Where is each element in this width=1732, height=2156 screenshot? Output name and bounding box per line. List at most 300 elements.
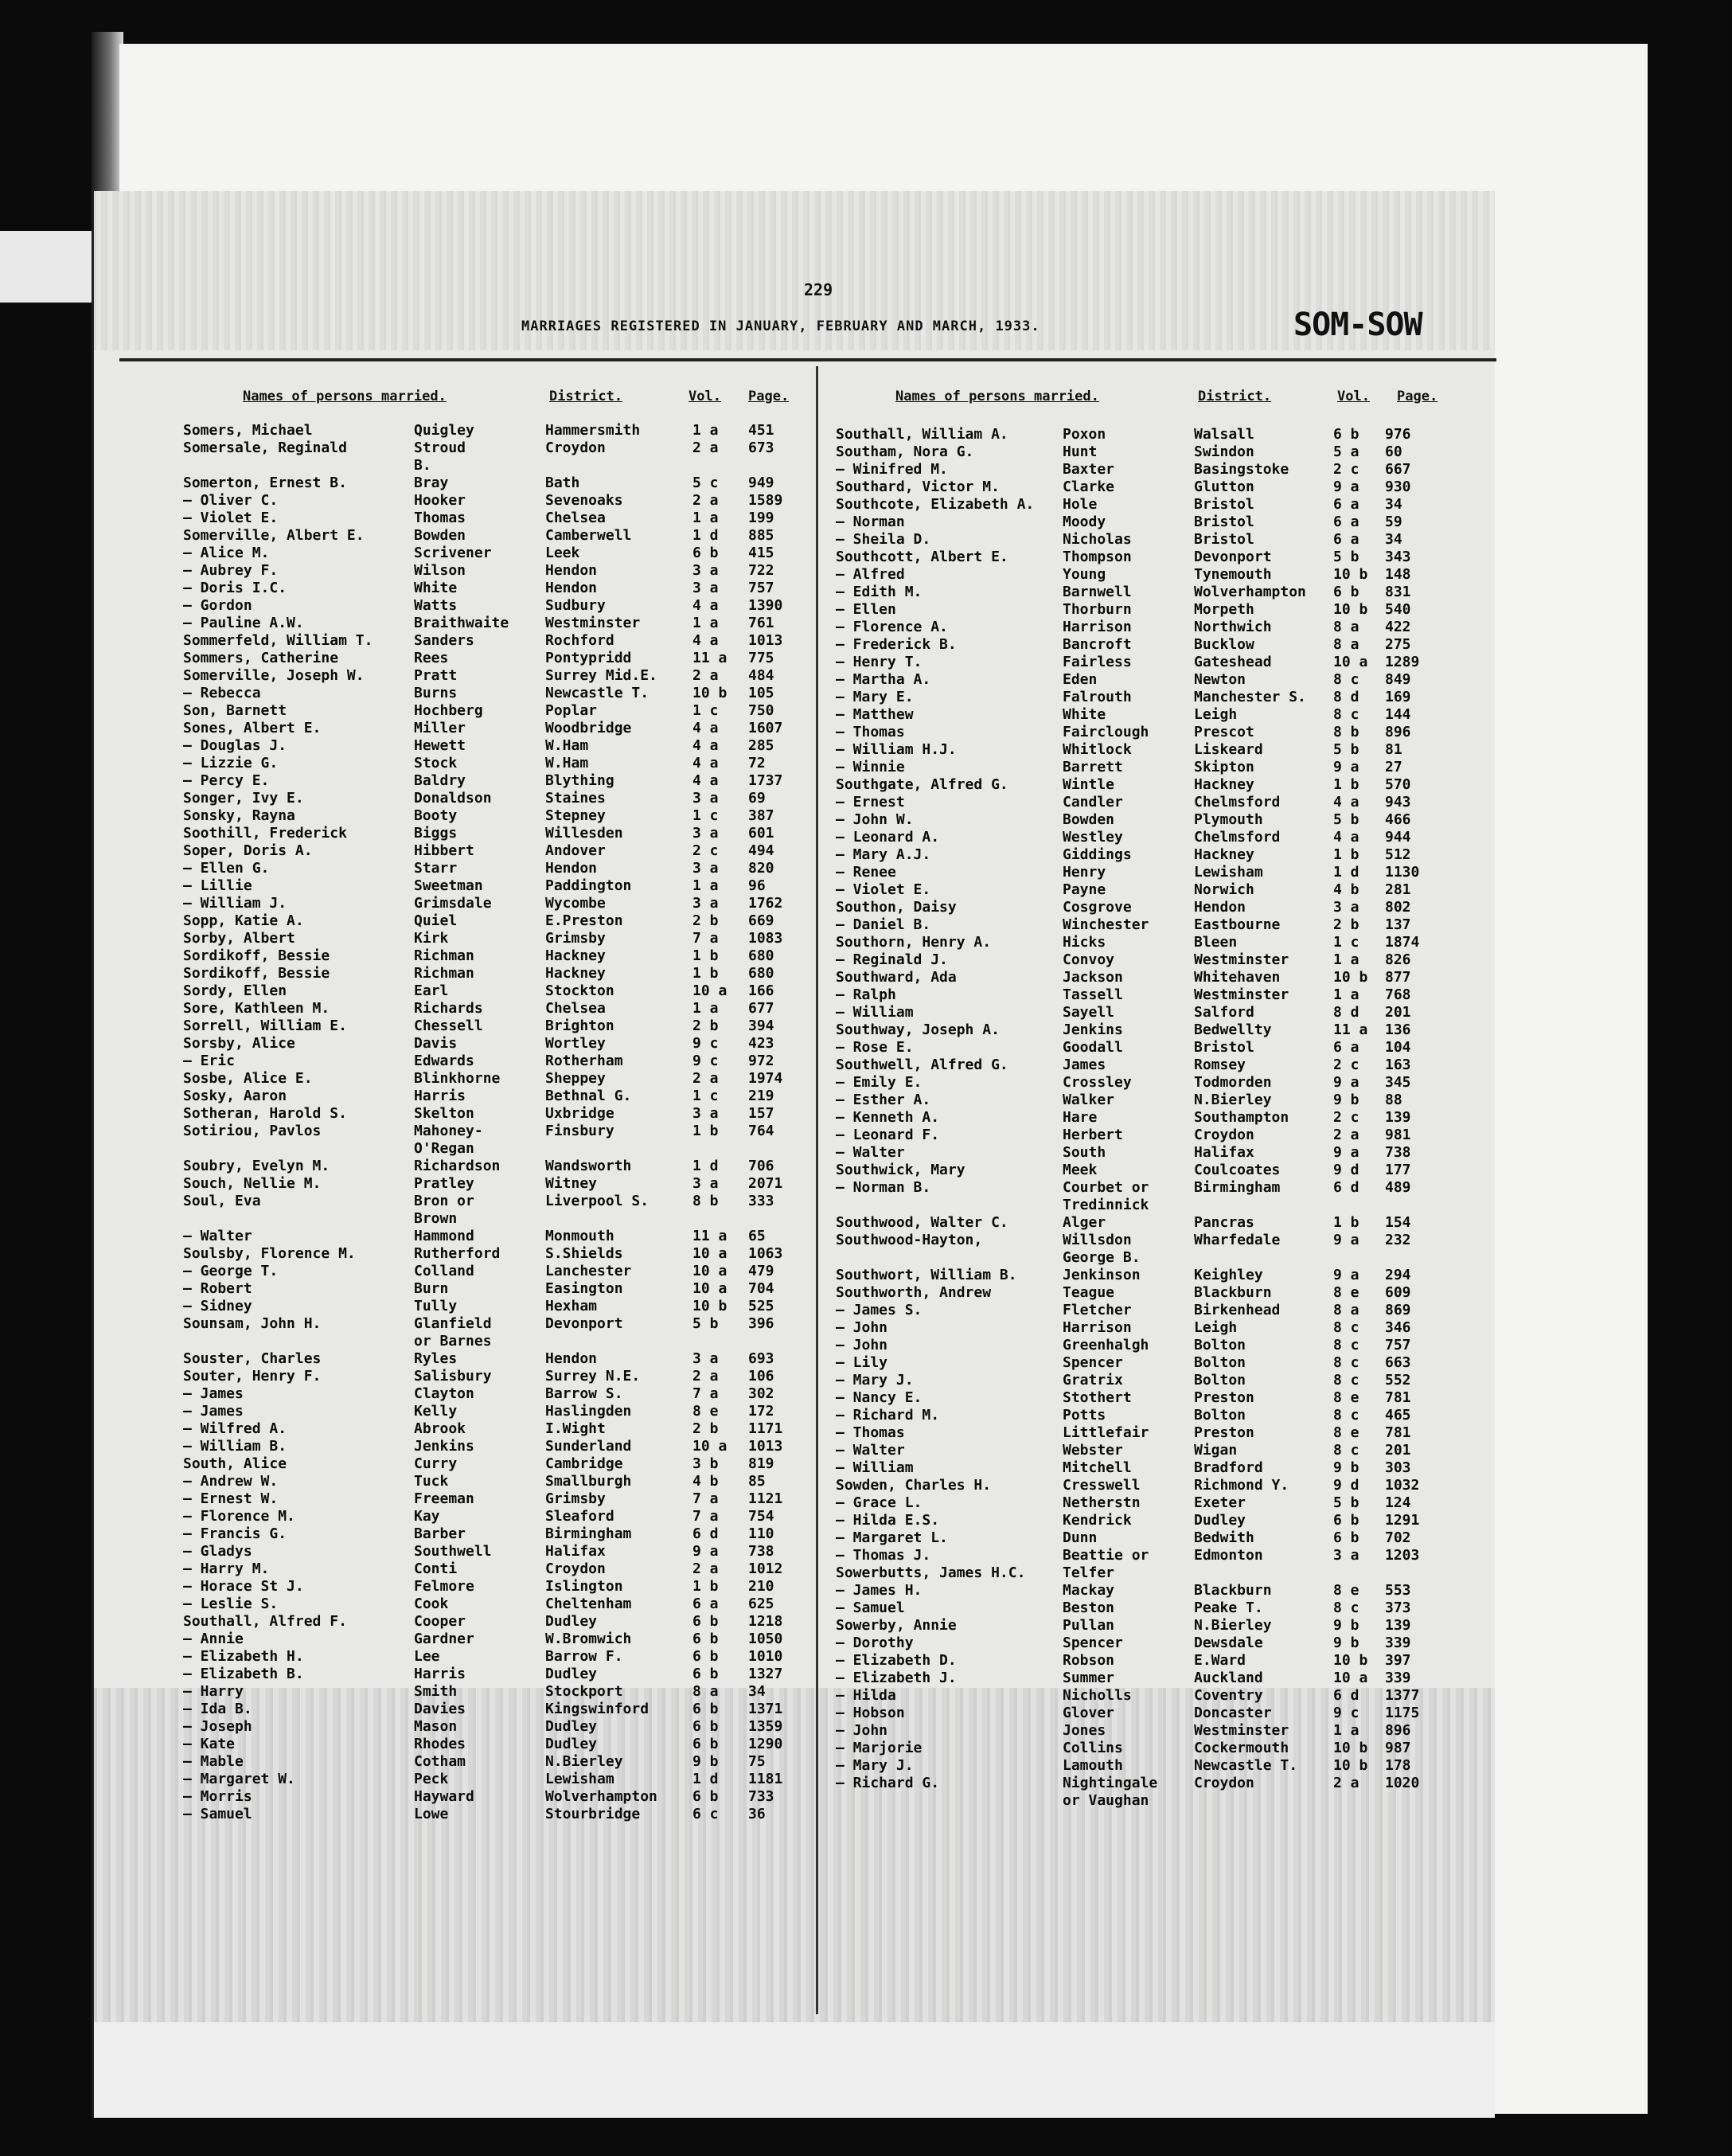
entry-volume: 8 d (1333, 1004, 1359, 1021)
entry-district: Hendon (545, 562, 598, 579)
entry-volume: 3 a (692, 825, 719, 842)
register-row (836, 1074, 1520, 1092)
entry-page: 494 (748, 842, 774, 859)
entry-spouse-surname: Biggs (414, 825, 458, 842)
entry-spouse-surname: Beston (1063, 1599, 1115, 1616)
entry-name: Southway, Joseph A. (836, 1021, 1000, 1038)
entry-name: — Rebecca (183, 685, 261, 701)
entry-volume: 8 d (1333, 689, 1359, 705)
register-row (836, 1442, 1520, 1459)
entry-name: — Violet E. (183, 510, 279, 526)
entry-volume: 9 d (1333, 1162, 1359, 1178)
entry-volume: 7 a (692, 1385, 719, 1402)
entry-spouse-surname: Giddings (1063, 846, 1132, 863)
entry-district: Croydon (545, 1560, 606, 1577)
entry-page: 154 (1385, 1214, 1411, 1231)
entry-spouse-surname: Kirk (414, 930, 449, 947)
entry-spouse-surname: Alger (1063, 1214, 1106, 1231)
entry-spouse-surname: Glover (1063, 1705, 1115, 1721)
entry-spouse-surname: Thomas (414, 510, 466, 526)
register-row (836, 846, 1520, 864)
entry-name: — Grace L. (836, 1494, 923, 1511)
entry-district: Liskeard (1194, 741, 1263, 758)
entry-district: Chelmsford (1194, 829, 1281, 846)
register-row (183, 615, 868, 632)
entry-volume: 6 b (1333, 1512, 1359, 1529)
register-row (836, 1039, 1520, 1057)
register-row (836, 1092, 1520, 1109)
entry-page: 930 (1385, 478, 1411, 495)
entry-page: 178 (1385, 1757, 1411, 1774)
entry-name: Southwood, Walter C. (836, 1214, 1008, 1231)
register-row (836, 566, 1520, 584)
entry-spouse-surname: Barnwell (1063, 584, 1132, 600)
entry-district: Westminster (1194, 1722, 1289, 1739)
entry-volume: 1 c (692, 1088, 719, 1104)
register-row (183, 1298, 868, 1315)
entry-district: Gateshead (1194, 654, 1272, 670)
entry-volume: 6 b (692, 545, 719, 561)
entry-volume: 1 b (692, 1578, 719, 1595)
register-row (836, 741, 1520, 759)
entry-page: 738 (748, 1543, 774, 1560)
entry-spouse-surname: Felmore (414, 1578, 474, 1595)
entry-district: Poplar (545, 702, 598, 719)
entry-name: — John (836, 1722, 888, 1739)
entry-page: 831 (1385, 584, 1411, 600)
entry-volume: 9 a (1333, 1232, 1359, 1248)
entry-spouse-surname: Robson (1063, 1652, 1115, 1669)
entry-volume: 6 b (1333, 1529, 1359, 1546)
entry-page: 136 (1385, 1021, 1411, 1038)
entry-name: — Elizabeth B. (183, 1666, 304, 1682)
register-row (183, 755, 868, 772)
entry-spouse-surname: Hammond (414, 1228, 474, 1244)
entry-page: 1289 (1385, 654, 1420, 670)
entry-name: Sosky, Aaron (183, 1088, 287, 1104)
entry-district: Leigh (1194, 1319, 1238, 1336)
entry-volume: 10 a (1333, 1670, 1368, 1686)
register-row (183, 930, 868, 947)
register-row (183, 1508, 868, 1525)
entry-spouse-surname: Booty (414, 807, 458, 824)
entry-volume: 2 b (1333, 916, 1359, 933)
entry-district: Hendon (545, 580, 598, 596)
entry-spouse-surname: Convoy (1063, 951, 1115, 968)
entry-name: — Ernest W. (183, 1490, 279, 1507)
entry-district: Andover (545, 842, 606, 859)
entry-district: N.Bierley (1194, 1617, 1272, 1634)
entry-page: 775 (748, 650, 774, 666)
entry-name: Songer, Ivy E. (183, 790, 304, 807)
register-row (183, 772, 868, 790)
entry-volume: 2 b (692, 912, 719, 929)
entry-volume: 8 e (1333, 1424, 1359, 1441)
entry-name: — Frederick B. (836, 636, 957, 653)
entry-spouse-surname: Westley (1063, 829, 1123, 846)
entry-page: 339 (1385, 1670, 1411, 1686)
entry-name: Sotheran, Harold S. (183, 1105, 347, 1122)
entry-page: 525 (748, 1298, 774, 1314)
entry-spouse-surname: Quiel (414, 912, 458, 929)
entry-district: N.Bierley (545, 1753, 623, 1770)
entry-page: 1181 (748, 1771, 783, 1787)
entry-spouse-surname: Cook (414, 1596, 449, 1612)
register-row (183, 807, 868, 825)
register-row (836, 689, 1520, 706)
entry-name: — Doris I.C. (183, 580, 287, 596)
entry-volume: 5 b (1333, 741, 1359, 758)
register-row (836, 1635, 1520, 1652)
entry-page: 877 (1385, 969, 1411, 986)
entry-district: Bristol (1194, 531, 1254, 548)
entry-district: Paddington (545, 877, 632, 894)
entry-volume: 9 b (1333, 1635, 1359, 1651)
entry-page: 1607 (748, 720, 783, 736)
entry-spouse-surname: Hare (1063, 1109, 1098, 1126)
entry-volume: 3 a (692, 1105, 719, 1122)
register-row (836, 1004, 1520, 1021)
entry-volume: 8 a (1333, 1302, 1359, 1318)
entry-volume: 2 b (692, 1017, 719, 1034)
entry-spouse-surname: Meek (1063, 1162, 1098, 1178)
register-row (183, 947, 868, 965)
entry-name: Son, Barnett (183, 702, 287, 719)
entry-volume: 1 c (1333, 934, 1359, 951)
entry-name: — William H.J. (836, 741, 957, 758)
entry-district: Westminster (1194, 951, 1289, 968)
entry-name: — Hilda E.S. (836, 1512, 940, 1529)
register-row (836, 601, 1520, 619)
entry-spouse-surname: Tredinnick (1063, 1197, 1149, 1213)
entry-district: Birmingham (545, 1525, 632, 1542)
entry-volume: 10 a (692, 1280, 728, 1297)
entry-volume: 8 c (1333, 706, 1359, 723)
entry-spouse-surname: Harrison (1063, 1319, 1132, 1336)
register-row (183, 492, 868, 510)
entry-district: Croydon (545, 439, 606, 456)
entry-page: 1171 (748, 1420, 783, 1437)
entry-name: Southwood-Hayton, (836, 1232, 983, 1248)
register-row (183, 1666, 868, 1683)
entry-page: 1762 (748, 895, 783, 912)
entry-name: — Dorothy (836, 1635, 914, 1651)
entry-name: — Wilfred A. (183, 1420, 287, 1437)
entry-volume: 8 e (692, 1403, 719, 1420)
register-row (836, 1494, 1520, 1512)
register-row (183, 562, 868, 580)
entry-spouse-surname: Potts (1063, 1407, 1106, 1424)
entry-district: Wolverhampton (545, 1788, 657, 1805)
register-row (183, 510, 868, 527)
entry-spouse-surname: Kelly (414, 1403, 458, 1420)
entry-district: Bolton (1194, 1407, 1246, 1424)
entry-page: 693 (748, 1350, 774, 1367)
entry-volume: 6 d (692, 1525, 719, 1542)
entry-page: 373 (1385, 1599, 1411, 1616)
entry-district: Blackburn (1194, 1582, 1272, 1599)
entry-name: — Nancy E. (836, 1389, 923, 1406)
entry-volume: 8 e (1333, 1389, 1359, 1406)
entry-volume: 9 a (1333, 1144, 1359, 1161)
entry-district: Surrey Mid.E. (545, 667, 657, 684)
entry-volume: 8 c (1333, 1599, 1359, 1616)
entry-district: Camberwell (545, 527, 632, 544)
entry-name: — Gladys (183, 1543, 252, 1560)
register-row (836, 1775, 1520, 1792)
entry-district: Bradford (1194, 1459, 1263, 1476)
entry-spouse-surname: Southwell (414, 1543, 492, 1560)
entry-page: 1012 (748, 1560, 783, 1577)
entry-name: Sordy, Ellen (183, 982, 287, 999)
register-row (836, 1197, 1520, 1214)
entry-spouse-surname: Stock (414, 755, 458, 771)
entry-district: Leigh (1194, 706, 1238, 723)
entry-spouse-surname: Kendrick (1063, 1512, 1132, 1529)
entry-district: Preston (1194, 1424, 1254, 1441)
register-row (836, 1021, 1520, 1039)
entry-district: Hackney (1194, 776, 1254, 793)
entry-volume: 10 a (692, 1245, 728, 1262)
entry-spouse-surname: Skelton (414, 1105, 474, 1122)
entry-volume: 1 b (692, 965, 719, 982)
entry-spouse-surname: Hunt (1063, 443, 1098, 460)
entry-volume: 2 a (692, 1560, 719, 1577)
entry-district: Grimsby (545, 930, 606, 947)
entry-spouse-surname: Sayell (1063, 1004, 1115, 1021)
register-row (183, 1473, 868, 1490)
entry-name: — Ernest (836, 794, 905, 810)
register-row (183, 685, 868, 702)
entry-spouse-surname: Lee (414, 1648, 440, 1665)
entry-volume: 2 c (1333, 461, 1359, 478)
register-row (836, 1722, 1520, 1740)
register-row (836, 706, 1520, 724)
register-row (836, 1599, 1520, 1617)
entry-volume: 1 a (692, 422, 719, 439)
entry-volume: 5 b (1333, 549, 1359, 565)
entry-name: — Alfred (836, 566, 905, 583)
register-row (836, 986, 1520, 1004)
entry-district: S.Shields (545, 1245, 623, 1262)
entry-page: 972 (748, 1053, 774, 1069)
entry-spouse-surname: Jenkins (1063, 1021, 1123, 1038)
entry-page: 346 (1385, 1319, 1411, 1336)
register-row (183, 597, 868, 615)
entry-volume: 6 a (1333, 496, 1359, 513)
entry-spouse-surname: Abrook (414, 1420, 466, 1437)
entry-spouse-surname: White (414, 580, 458, 596)
entry-page: 69 (748, 790, 766, 807)
entry-spouse-surname: Burns (414, 685, 458, 701)
entry-spouse-surname: Earl (414, 982, 449, 999)
entry-volume: 4 a (692, 772, 719, 789)
register-row (836, 1652, 1520, 1670)
entry-name: Somersale, Reginald (183, 439, 347, 456)
entry-volume: 8 c (1333, 671, 1359, 688)
entry-page: 885 (748, 527, 774, 544)
register-row (836, 496, 1520, 514)
entry-name: — Matthew (836, 706, 914, 723)
entry-spouse-surname: Richman (414, 947, 474, 964)
entry-volume: 1 c (692, 807, 719, 824)
entry-page: 396 (748, 1315, 774, 1332)
register-row (836, 1302, 1520, 1319)
entry-name: — Lillie (183, 877, 252, 894)
entry-name: Soothill, Frederick (183, 825, 347, 842)
register-row (183, 1000, 868, 1017)
register-row (836, 1564, 1520, 1582)
entry-spouse-surname: Nightingale (1063, 1775, 1158, 1791)
entry-name: — Mary J. (836, 1757, 914, 1774)
entry-district: Woodbridge (545, 720, 632, 736)
entry-name: — Reginald J. (836, 951, 948, 968)
entry-spouse-surname: Greenhalgh (1063, 1337, 1149, 1353)
register-row (836, 1144, 1520, 1162)
entry-page: 275 (1385, 636, 1411, 653)
entry-name: — Winnie (836, 759, 905, 775)
entry-district: Cambridge (545, 1455, 623, 1472)
entry-spouse-surname: Whitlock (1063, 741, 1132, 758)
entry-page: 303 (1385, 1459, 1411, 1476)
register-row (183, 1158, 868, 1175)
entry-district: Dudley (545, 1666, 598, 1682)
entry-spouse-surname: Gardner (414, 1631, 474, 1647)
entry-page: 163 (1385, 1057, 1411, 1073)
entry-name: — Horace St J. (183, 1578, 304, 1595)
entry-name: Sonsky, Rayna (183, 807, 295, 824)
entry-page: 339 (1385, 1635, 1411, 1651)
entry-name: — Margaret W. (183, 1771, 295, 1787)
entry-spouse-surname: Barrett (1063, 759, 1123, 775)
entry-spouse-surname: Glanfield (414, 1315, 492, 1332)
entry-volume: 3 a (692, 562, 719, 579)
register-row (183, 439, 868, 457)
entry-spouse-surname: Blinkhorne (414, 1070, 501, 1087)
register-row (183, 1788, 868, 1806)
register-row (183, 1088, 868, 1105)
entry-volume: 8 c (1333, 1442, 1359, 1459)
entry-district: Dudley (545, 1718, 598, 1735)
entry-volume: 9 a (1333, 478, 1359, 495)
register-row (183, 632, 868, 650)
entry-district: Hackney (545, 965, 606, 982)
entry-page: 1020 (1385, 1775, 1420, 1791)
register-row (183, 1438, 868, 1455)
register-row (836, 794, 1520, 811)
register-row (836, 776, 1520, 794)
entry-spouse-surname: Candler (1063, 794, 1123, 810)
register-row (183, 982, 868, 1000)
entry-page: 139 (1385, 1617, 1411, 1634)
entry-page: 139 (1385, 1109, 1411, 1126)
entry-spouse-surname: Henry (1063, 864, 1106, 881)
register-row (836, 916, 1520, 934)
entry-volume: 1 a (1333, 986, 1359, 1003)
entry-page: 1377 (1385, 1687, 1420, 1704)
entry-name: Somerville, Albert E. (183, 527, 365, 544)
entry-name: Sones, Albert E. (183, 720, 322, 736)
entry-page: 1121 (748, 1490, 783, 1507)
register-row (183, 1123, 868, 1140)
entry-spouse-surname: Wilson (414, 562, 466, 579)
entry-spouse-surname: Pratley (414, 1175, 474, 1192)
entry-page: 104 (1385, 1039, 1411, 1056)
entry-spouse-surname: Goodall (1063, 1039, 1123, 1056)
entry-district: Plymouth (1194, 811, 1263, 828)
entry-page: 552 (1385, 1372, 1411, 1389)
entry-volume: 10 b (1333, 566, 1368, 583)
register-row (183, 1578, 868, 1596)
register-row (183, 1140, 868, 1158)
entry-name: — Leslie S. (183, 1596, 279, 1612)
entry-name: — George T. (183, 1263, 279, 1279)
entry-page: 1083 (748, 930, 783, 947)
entry-page: 144 (1385, 706, 1411, 723)
entry-name: — Lizzie G. (183, 755, 279, 771)
register-row (836, 1547, 1520, 1564)
entry-spouse-surname: Jackson (1063, 969, 1123, 986)
entry-page: 34 (1385, 496, 1402, 513)
entry-volume: 1 a (692, 877, 719, 894)
entry-volume: 3 a (692, 895, 719, 912)
entry-spouse-surname: Hayward (414, 1788, 474, 1805)
entry-volume: 6 b (692, 1613, 719, 1630)
entry-page: 943 (1385, 794, 1411, 810)
entry-page: 987 (1385, 1740, 1411, 1756)
entry-volume: 10 b (1333, 601, 1368, 618)
entry-name: — Oliver C. (183, 492, 279, 509)
entry-page: 106 (748, 1368, 774, 1385)
entry-name: — Percy E. (183, 772, 270, 789)
register-row (183, 527, 868, 545)
entry-spouse-surname: Falrouth (1063, 689, 1132, 705)
entry-district: Hexham (545, 1298, 598, 1314)
entry-spouse-surname: Fletcher (1063, 1302, 1132, 1318)
entry-district: Basingstoke (1194, 461, 1289, 478)
entry-page: 1974 (748, 1070, 783, 1087)
register-row (183, 1245, 868, 1263)
entry-page: 764 (748, 1123, 774, 1139)
register-row (183, 965, 868, 982)
entry-page: 601 (748, 825, 774, 842)
entry-district: Lanchester (545, 1263, 632, 1279)
entry-district: Sheppey (545, 1070, 606, 1087)
entry-spouse-surname: Pullan (1063, 1617, 1115, 1634)
register-row (183, 790, 868, 807)
register-row (183, 842, 868, 860)
entry-page: 85 (748, 1473, 766, 1490)
register-row (183, 1596, 868, 1613)
entry-page: 1032 (1385, 1477, 1420, 1494)
entry-page: 1175 (1385, 1705, 1420, 1721)
entry-district: Hendon (1194, 899, 1246, 916)
entry-name: — Aubrey F. (183, 562, 279, 579)
entry-spouse-surname: Cosgrove (1063, 899, 1132, 916)
register-row (836, 1354, 1520, 1372)
register-row (183, 1105, 868, 1123)
entry-page: 609 (1385, 1284, 1411, 1301)
entry-page: 294 (1385, 1267, 1411, 1283)
entry-district: Salford (1194, 1004, 1254, 1021)
entry-spouse-surname: Richards (414, 1000, 483, 1017)
entry-volume: 6 b (692, 1736, 719, 1752)
entry-page: 72 (748, 755, 766, 771)
entry-name: — James H. (836, 1582, 923, 1599)
entry-name: — James (183, 1403, 244, 1420)
entry-page: 1874 (1385, 934, 1420, 951)
entry-volume: 8 c (1333, 1319, 1359, 1336)
